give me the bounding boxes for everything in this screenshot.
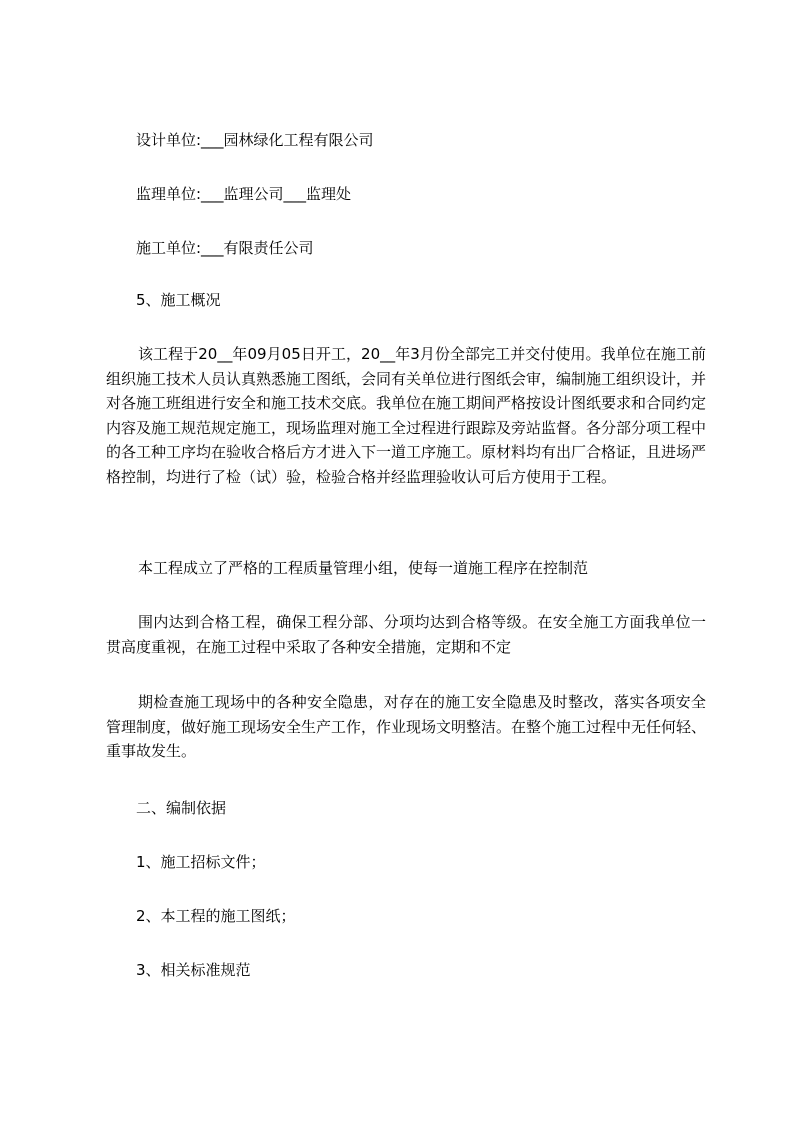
overview-paragraph: 该工程于20__年09月05日开工，20__年3月份全部完工并交付使用。我单位在施工前组织施工技术人员认真熟悉施工图纸，会同有关单位进行图纸会审，编制施工组织设计，并对各施工班组进行安全和施工技术交底。我单位在施工期间严格按设计图纸要求和合同约定内容及施工规范规定施工，现场监理对施工全过程进行跟踪及旁站监督。各分部分项工程中的各工种工序均在验收合格后方才进入下一道工序施工。原材料均有出厂合格证，且进场严格控制，均进行了检（试）验，检验合格并经监理验收认可后方使用于工程。 [106,345,707,486]
construction-unit-line: 施工单位:___有限责任公司 [136,239,314,257]
basis-item: 3、相关标准规范 [136,961,251,979]
inspection-paragraph: 期检查施工现场中的各种安全隐患，对存在的施工安全隐患及时整改，落实各项安全管理制度，做好施工现场安全生产工作，作业现场文明整洁。在整个施工过程中无任何轻、重事故发生。 [106,693,707,760]
supervision-unit-line: 监理单位:___监理公司___监理处 [136,185,352,203]
basis-item: 1、施工招标文件； [136,853,266,871]
section-2-heading: 二、编制依据 [136,799,227,817]
safety-paragraph: 围内达到合格工程，确保工程分部、分项均达到合格等级。在安全施工方面我单位一贯高度重视，在施工过程中采取了各种安全措施，定期和不定 [106,613,706,656]
section-5-heading: 5、施工概况 [136,291,221,309]
design-unit-line: 设计单位:___园林绿化工程有限公司 [136,131,374,149]
basis-item: 2、本工程的施工图纸； [136,907,296,925]
quality-paragraph: 本工程成立了严格的工程质量管理小组，使每一道施工程序在控制范 [138,559,589,577]
